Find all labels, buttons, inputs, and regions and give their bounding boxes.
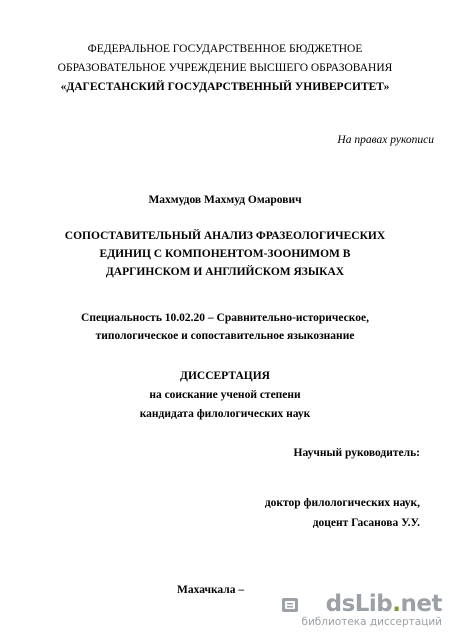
- degree-line-2: кандидата филологических наук: [139, 408, 311, 420]
- title-line-3: ДАРГИНСКОМ И АНГЛИЙСКОМ ЯЗЫКАХ: [105, 266, 345, 278]
- title-line-1: СОПОСТАВИТЕЛЬНЫЙ АНАЛИЗ ФРАЗЕОЛОГИЧЕСКИХ: [64, 230, 386, 242]
- specialty-line-1: Специальность 10.02.20 – Сравнительно-историческое,: [81, 312, 369, 324]
- title-line-2: ЕДИНИЦ С КОМПОНЕНТОМ-ЗООНИМОМ В: [99, 248, 351, 260]
- degree-line-1: на соискание ученой степени: [149, 389, 301, 401]
- supervisor-degree: доктор филологических наук,: [264, 497, 420, 509]
- header-line-1: ФЕДЕРАЛЬНОЕ ГОСУДАРСТВЕННОЕ БЮДЖЕТНОЕ: [87, 43, 363, 55]
- header-line-2: ОБРАЗОВАТЕЛЬНОЕ УЧРЕЖДЕНИЕ ВЫСШЕГО ОБРАЗОВАНИЯ: [57, 62, 393, 74]
- author-name: Махмудов Махмуд Омарович: [148, 194, 302, 206]
- watermark-logo-tld: net: [400, 591, 442, 617]
- city-year: Махачкала –: [177, 584, 245, 596]
- supervisor-name: доцент Гасанова У.У.: [312, 517, 420, 529]
- university-name: «ДАГЕСТАНСКИЙ ГОСУДАРСТВЕННЫЙ УНИВЕРСИТЕТ»: [60, 81, 390, 93]
- specialty-line-2: типологическое и сопоставительное языкознание: [95, 330, 355, 342]
- degree-type: ДИССЕРТАЦИЯ: [180, 370, 270, 382]
- watermark-logo-text: [326, 591, 442, 617]
- watermark-subtitle: библиотека диссертаций: [301, 616, 442, 628]
- watermark-logo: [282, 591, 442, 631]
- watermark-logo-dot: .: [392, 591, 401, 617]
- supervisor-title: Научный руководитель:: [293, 447, 420, 459]
- book-icon: [280, 595, 300, 615]
- watermark-logo-main: dsLib: [325, 591, 393, 617]
- manuscript-note: На правах рукописи: [337, 134, 434, 146]
